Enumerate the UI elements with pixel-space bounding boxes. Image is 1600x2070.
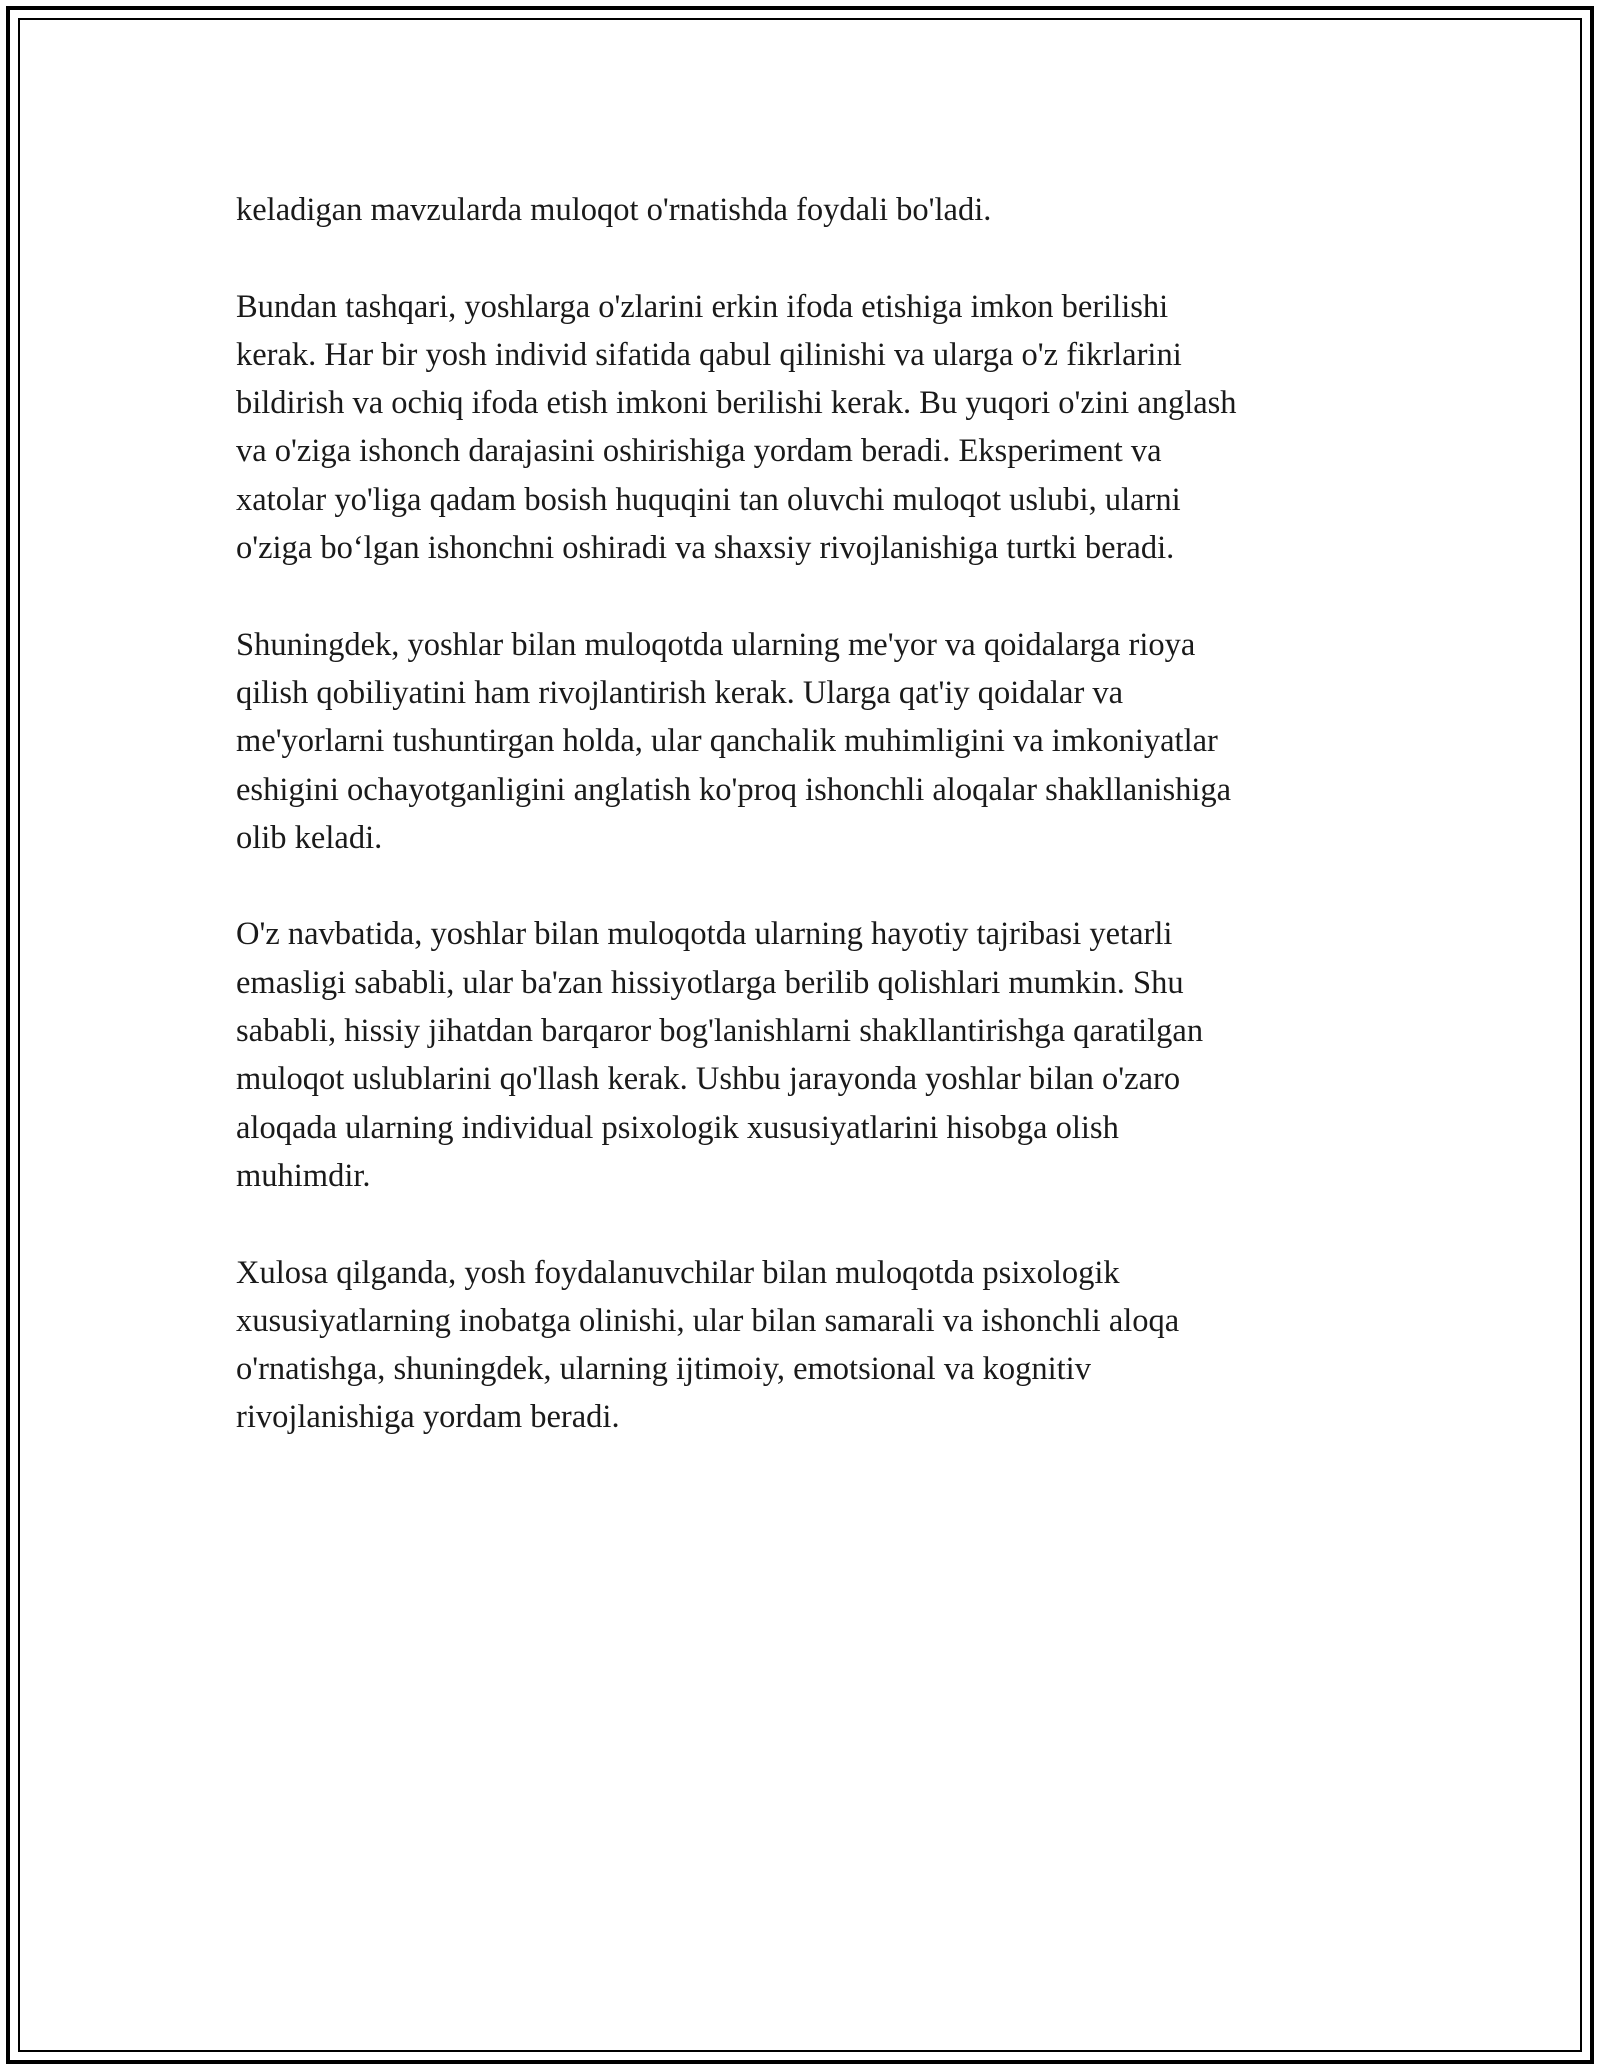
text-line: qilish qobiliyatini ham rivojlantirish kerak. Ularga qat'iy qoidalar va bbox=[236, 674, 1124, 711]
document-body bbox=[236, 186, 1376, 1490]
text-line: kerak. Har bir yosh individ sifatida qabul qilinishi va ularga o'z fikrlarini bbox=[236, 336, 1182, 373]
paragraph-1 bbox=[236, 186, 1376, 234]
text-line: Shuningdek, yoshlar bilan muloqotda ularning me'yor va qoidalarga rioya bbox=[236, 626, 1196, 663]
text-line: sababli, hissiy jihatdan barqaror bog'lanishlarni shakllantirishga qaratilgan bbox=[236, 1013, 1204, 1050]
text-line: O'z navbatida, yoshlar bilan muloqotda ularning hayotiy tajribasi yetarli bbox=[236, 916, 1173, 953]
text-line: Bundan tashqari, yoshlarga o'zlarini erkin ifoda etishiga imkon berilishi bbox=[236, 288, 1169, 325]
text-line: emasligi sababli, ular ba'zan hissiyotlarga berilib qolishlari mumkin. Shu bbox=[236, 964, 1184, 1001]
text-line: bildirish va ochiq ifoda etish imkoni berilishi kerak. Bu yuqori o'zini anglash bbox=[236, 385, 1237, 422]
text-line: rivojlanishiga yordam beradi. bbox=[236, 1399, 620, 1436]
text-line: muhimdir. bbox=[236, 1157, 371, 1194]
text-line: va o'ziga ishonch darajasini oshirishiga yordam beradi. Eksperiment va bbox=[236, 433, 1162, 470]
paragraph-3 bbox=[236, 621, 1376, 862]
text-line: me'yorlarni tushuntirgan holda, ular qanchalik muhimligini va imkoniyatlar bbox=[236, 723, 1218, 760]
text-line: o'ziga bo‘lgan ishonchni oshiradi va shaxsiy rivojlanishiga turtki beradi. bbox=[236, 530, 1175, 567]
text-line: o'rnatishga, shuningdek, ularning ijtimoiy, emotsional va kognitiv bbox=[236, 1351, 1091, 1388]
paragraph-5 bbox=[236, 1249, 1376, 1442]
text-line: Xulosa qilganda, yosh foydalanuvchilar bilan muloqotda psixologik bbox=[236, 1254, 1120, 1291]
text-line: aloqada ularning individual psixologik xususiyatlarini hisobga olish bbox=[236, 1109, 1119, 1146]
text-line: xatolar yo'liga qadam bosish huquqini tan oluvchi muloqot uslubi, ularni bbox=[236, 481, 1181, 518]
text-line: eshigini ochayotganligini anglatish ko'proq ishonchli aloqalar shakllanishiga bbox=[236, 771, 1232, 808]
text-line: muloqot uslublarini qo'llash kerak. Ushbu jarayonda yoshlar bilan o'zaro bbox=[236, 1061, 1181, 1098]
paragraph-4 bbox=[236, 910, 1376, 1200]
text-line: xususiyatlarning inobatga olinishi, ular bilan samarali va ishonchli aloqa bbox=[236, 1302, 1180, 1339]
text-line: olib keladi. bbox=[236, 819, 383, 856]
text-line: keladigan mavzularda muloqot o'rnatishda foydali bo'ladi. bbox=[236, 192, 992, 228]
paragraph-2 bbox=[236, 283, 1376, 573]
